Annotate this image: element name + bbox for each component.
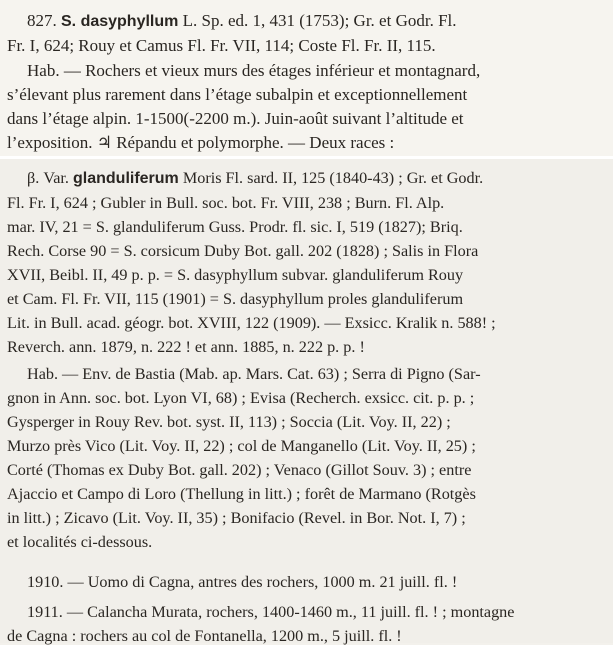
species-citation-line2: Fr. I, 624; Rouy et Camus Fl. Fr. VII, 114; Coste Fl. Fr. II, 115.	[7, 36, 436, 55]
variety-citation-line: mar. IV, 21 = S. glanduliferum Guss. Prodr. fl. sic. I, 519 (1827); Briq.	[7, 218, 463, 236]
species-heading	[27, 12, 457, 30]
variety-heading	[27, 170, 483, 187]
record-entry: 1910. — Uomo di Cagna, antres des rochers, 1000 m. 21 juill. fl. !	[27, 573, 458, 591]
variety-citation-line: Fl. Fr. I, 624 ; Gubler in Bull. soc. bot. Fr. VIII, 238 ; Burn. Fl. Alp.	[7, 194, 445, 212]
variety-citation-line: Lit. in Bull. acad. géogr. bot. XVIII, 122 (1909). — Exsicc. Kralik n. 588! ;	[7, 314, 496, 332]
variety-hab-line: Ajaccio et Campo di Loro (Thellung in litt.) ; forêt de Marmano (Rotgès	[7, 485, 476, 503]
variety-label: β. Var.	[27, 169, 69, 187]
record-entry: de Cagna : rochers au col de Fontanella, 1200 m., 5 juill. fl. !	[7, 627, 402, 645]
variety-hab-line: Gysperger in Rouy Rev. bot. syst. II, 113) ; Soccia (Lit. Voy. II, 22) ;	[7, 413, 451, 431]
upper-text-block	[0, 0, 613, 156]
variety-citation: Moris Fl. sard. II, 125 (1840-43) ; Gr. et Godr.	[182, 169, 484, 187]
variety-citation-line: XVII, Beibl. II, 49 p. p. = S. dasyphyllum subvar. glanduliferum Rouy	[7, 266, 464, 284]
species-name: S. dasyphyllum	[61, 13, 179, 30]
variety-hab-line: in litt.) ; Zicavo (Lit. Voy. II, 35) ; Bonifacio (Revel. in Bor. Not. I, 7) ;	[7, 509, 466, 527]
variety-hab-line: et localités ci-dessous.	[7, 533, 153, 551]
variety-hab-line: Corté (Thomas ex Duby Bot. gall. 202) ; Venaco (Gillot Souv. 3) ; entre	[7, 461, 472, 479]
hab-line: l’exposition. ♃ Répandu et polymorphe. — Deux races :	[7, 133, 395, 152]
variety-hab-line: Hab. — Env. de Bastia (Mab. ap. Mars. Cat. 63) ; Serra di Pigno (Sar-	[27, 365, 481, 383]
hab-line: s’élevant plus rarement dans l’étage subalpin et exceptionnellement	[7, 85, 468, 104]
hab-line: Hab. — Rochers et vieux murs des étages inférieur et montagnard,	[27, 61, 481, 80]
variety-hab-line: Murzo près Vico (Lit. Voy. II, 22) ; col de Manganello (Lit. Voy. II, 25) ;	[7, 437, 476, 455]
variety-citation-line: Reverch. ann. 1879, n. 222 ! et ann. 1885, n. 222 p. p. !	[7, 338, 365, 356]
species-citation: L. Sp. ed. 1, 431 (1753); Gr. et Godr. Fl.	[182, 11, 457, 30]
variety-citation-line: Rech. Corse 90 = S. corsicum Duby Bot. gall. 202 (1828) ; Salis in Flora	[7, 242, 479, 260]
variety-citation-line: et Cam. Fl. Fr. VII, 115 (1901) = S. dasyphyllum proles glanduliferum	[7, 290, 464, 308]
lower-text-block	[0, 159, 613, 643]
species-number: 827.	[27, 11, 57, 30]
variety-name: glanduliferum	[73, 170, 179, 187]
variety-hab-line: gnon in Ann. soc. bot. Lyon VI, 68) ; Evisa (Recherch. exsicc. cit. p. p. ;	[7, 389, 475, 407]
hab-line: dans l’étage alpin. 1-1500(-2200 m.). Juin-août suivant l’altitude et	[7, 109, 464, 128]
record-entry: 1911. — Calancha Murata, rochers, 1400-1460 m., 11 juill. fl. ! ; montagne	[27, 603, 515, 621]
